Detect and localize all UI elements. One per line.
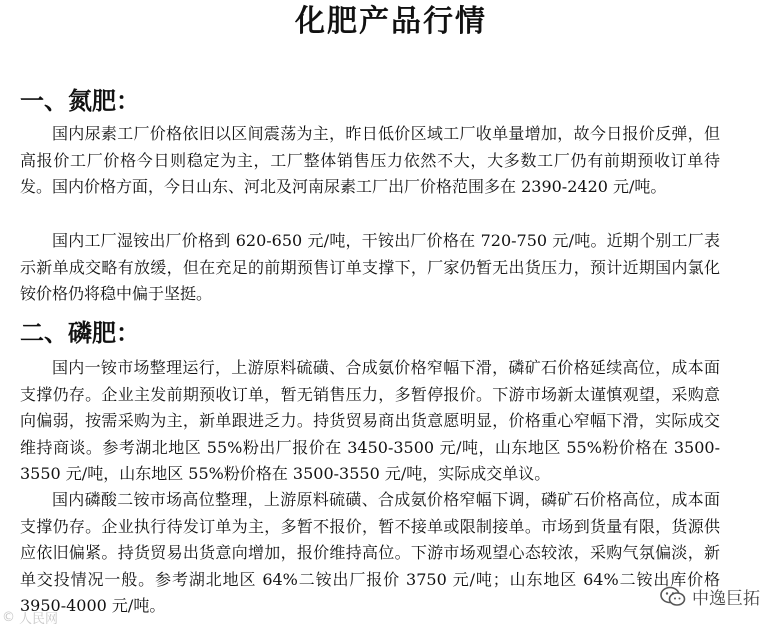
watermark-right-text: 中逸巨拓 [692,589,760,609]
paragraph-urea: 国内尿素工厂价格依旧以区间震荡为主，昨日低价区域工厂收单量增加，故今日报价反弹，但高报价工厂价格今日则稳定为主，工厂整体销售压力依然不大，大多数工厂仍有前期预收订单待发。国内价格方面，今日山东、河北及河南尿素工厂出厂价格范围多在 2390-2420 元/吨。 [20,124,720,196]
section-heading-phosphate: 二、磷肥： [20,318,140,347]
paragraph-ammonium-chloride: 国内工厂湿铵出厂价格到 620-650 元/吨，干铵出厂价格在 720-750 元/吨。近期个别工厂表示新单成交略有放缓，但在充足的前期预售订单支撑下，厂家仍暂无出货压力，预计近期国内氯化铵价格仍将稳中偏于坚挺。 [20,231,720,303]
watermark-right [660,584,760,609]
section-heading-nitrogen: 一、氮肥： [20,86,140,115]
watermark-left-text: 人民网 [19,612,59,627]
copyright-icon: © [2,610,15,625]
page-title: 化肥产品行情 [295,4,487,39]
paragraph-dap: 国内磷酸二铵市场高位整理，上游原料硫磺、合成氨价格窄幅下调，磷矿石价格高位，成本面支撑仍存。企业执行待发订单为主，多暂不报价，暂不接单或限制接单。市场到货量有限，货源供应依旧偏紧。持货贸易出货意向增加，报价维持高位。下游市场观望心态较浓，采购气氛偏淡，新单交投情况一般。参考湖北地区 64%二铵出厂报价 3750 元/吨；山东地区 64%二铵出库价格 3950-4000 元/吨。 [20,490,720,615]
wechat-icon [660,586,686,608]
paragraph-map: 国内一铵市场整理运行，上游原料硫磺、合成氨价格窄幅下滑，磷矿石价格延续高位，成本面支撑仍存。企业主发前期预收订单，暂无销售压力，多暂停报价。下游市场新太谨慎观望，采购意向偏弱，按需采购为主，新单跟进乏力。持货贸易商出货意愿明显，价格重心窄幅下滑，实际成交维持商谈。参考湖北地区 55%粉出厂报价在 3450-3500 元/吨，山东地区 55%粉价格在 3500-3550 元/吨，山东地区 55%粉价格在 3500-3550 元/吨，实际成交单议。 [20,358,720,483]
watermark-left [2,608,58,627]
